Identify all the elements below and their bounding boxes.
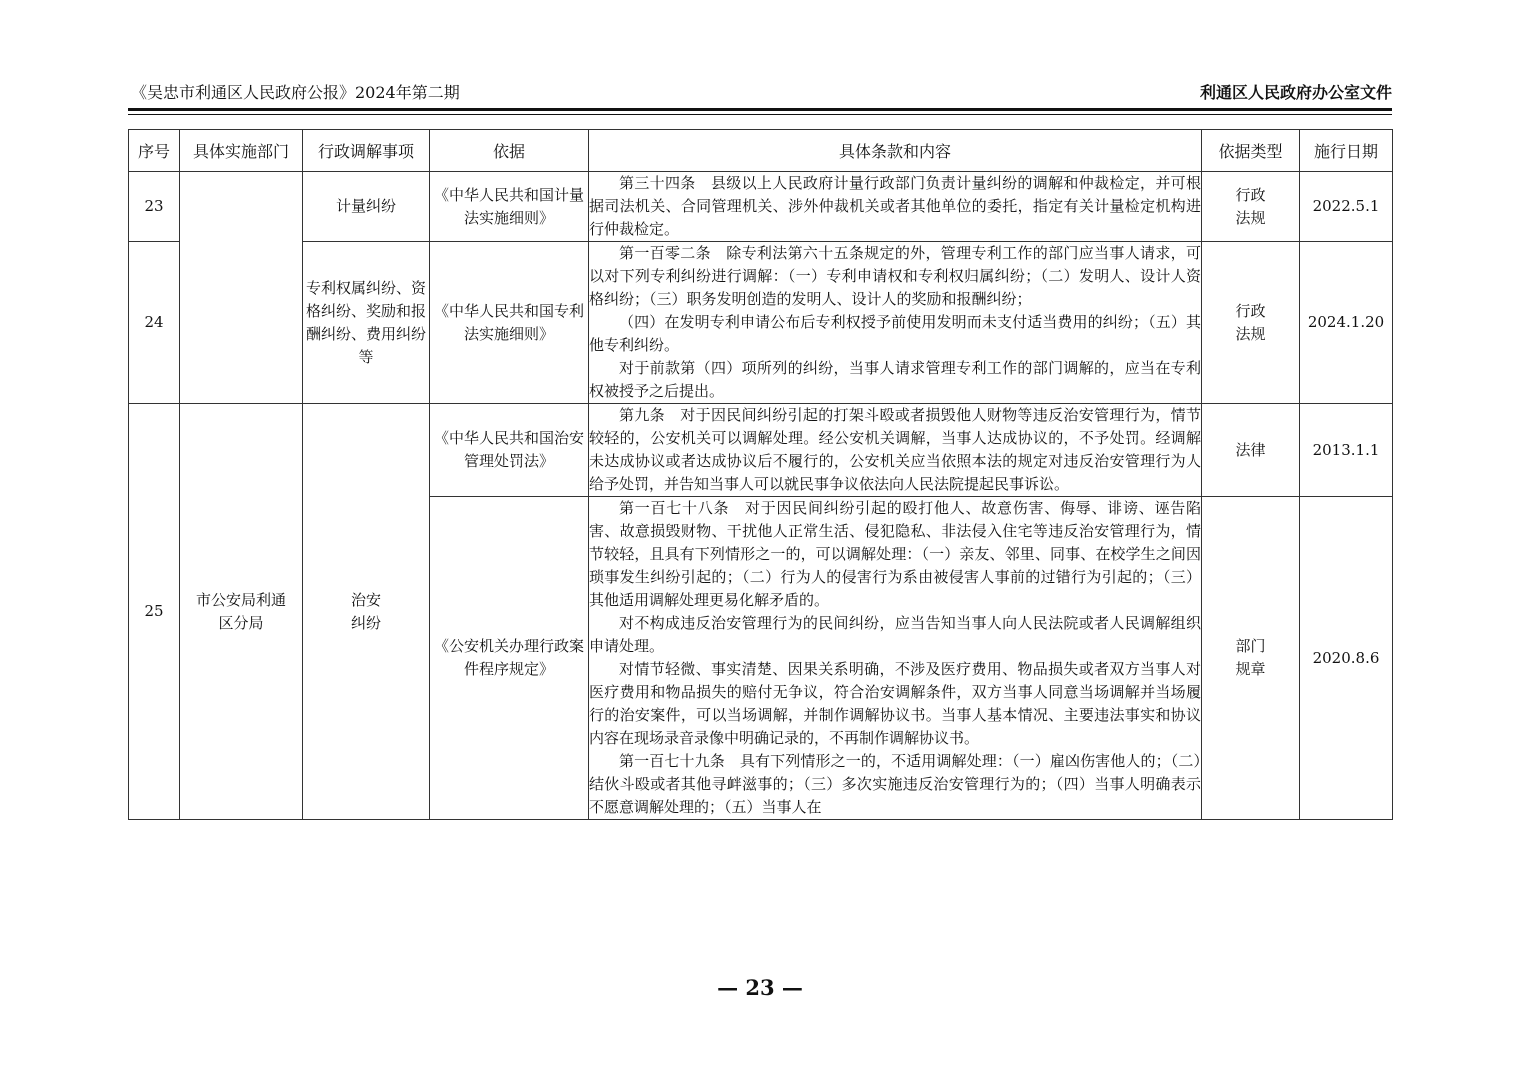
row-basis: 《公安机关办理行政案件程序规定》	[430, 497, 589, 820]
row-type: 行政法规	[1202, 172, 1300, 242]
col-header-dept: 具体实施部门	[180, 130, 303, 172]
row-basis: 《中华人民共和国计量法实施细则》	[430, 172, 589, 242]
row-basis: 《中华人民共和国治安管理处罚法》	[430, 404, 589, 497]
content-paragraph: 第九条 对于因民间纠纷引起的打架斗殴或者损毁他人财物等违反治安管理行为，情节较轻的，公安机关可以调解处理。经公安机关调解，当事人达成协议的，不予处罚。经调解未达成协议或者达成协议后不履行的，公安机关应当依照本法的规定对违反治安管理行为人给予处罚，并告知当事人可以就民事争议依法向人民法院提起民事诉讼。	[589, 406, 1201, 493]
header-office-name: 利通区人民政府办公室文件	[1199, 83, 1392, 102]
header-publication-title: 《吴忠市利通区人民政府公报》2024年第二期	[131, 83, 460, 102]
table-row	[129, 172, 1393, 242]
col-header-date: 施行日期	[1300, 130, 1393, 172]
content-paragraph: （四）在发明专利申请公布后专利权授予前使用发明而未支付适当费用的纠纷；（五）其他专利纠纷。	[589, 313, 1201, 354]
row-content	[589, 497, 1202, 820]
col-header-seq: 序号	[129, 130, 180, 172]
row-seq: 23	[129, 172, 180, 242]
row-dept-empty	[180, 172, 303, 404]
row-dept: 市公安局利通区分局	[180, 404, 303, 820]
row-date: 2020.8.6	[1300, 497, 1393, 820]
content-paragraph: 对情节轻微、事实清楚、因果关系明确，不涉及医疗费用、物品损失或者双方当事人对医疗费用和物品损失的赔付无争议，符合治安调解条件，双方当事人同意当场调解并当场履行的治安案件，可以当场调解，并制作调解协议书。当事人基本情况、主要违法事实和协议内容在现场录音录像中明确记录的，不再制作调解协议书。	[589, 660, 1201, 747]
header-rule-thin	[128, 114, 1392, 115]
row-seq: 25	[129, 404, 180, 820]
row-seq: 24	[129, 242, 180, 404]
row-content	[589, 242, 1202, 404]
row-basis: 《中华人民共和国专利法实施细则》	[430, 242, 589, 404]
row-type: 法律	[1202, 404, 1300, 497]
table-header-row	[129, 130, 1393, 172]
row-type: 部门规章	[1202, 497, 1300, 820]
content-paragraph: 第三十四条 县级以上人民政府计量行政部门负责计量纠纷的调解和仲裁检定，并可根据司法机关、合同管理机关、涉外仲裁机关或者其他单位的委托，指定有关计量检定机构进行仲裁检定。	[589, 174, 1201, 238]
table-row	[129, 404, 1393, 497]
row-matter: 专利权属纠纷、资格纠纷、奖励和报酬纠纷、费用纠纷等	[303, 242, 430, 404]
content-paragraph: 第一百零二条 除专利法第六十五条规定的外，管理专利工作的部门应当事人请求，可以对下列专利纠纷进行调解：（一）专利申请权和专利权归属纠纷；（二）发明人、设计人资格纠纷；（三）职务发明创造的发明人、设计人的奖励和报酬纠纷；	[589, 244, 1201, 308]
content-paragraph: 对于前款第（四）项所列的纠纷，当事人请求管理专利工作的部门调解的，应当在专利权被授予之后提出。	[589, 359, 1201, 400]
col-header-type: 依据类型	[1202, 130, 1300, 172]
content-paragraph: 第一百七十九条 具有下列情形之一的，不适用调解处理：（一）雇凶伤害他人的；（二）结伙斗殴或者其他寻衅滋事的；（三）多次实施违反治安管理行为的；（四）当事人明确表示不愿意调解处理的；（五）当事人在	[589, 752, 1201, 816]
content-paragraph: 对不构成违反治安管理行为的民间纠纷，应当告知当事人向人民法院或者人民调解组织申请处理。	[589, 614, 1201, 655]
row-matter: 治安纠纷	[303, 404, 430, 820]
mediation-table	[128, 129, 1393, 820]
row-content	[589, 172, 1202, 242]
row-date: 2024.1.20	[1300, 242, 1393, 404]
row-type: 行政法规	[1202, 242, 1300, 404]
row-date: 2022.5.1	[1300, 172, 1393, 242]
header-rule-thick	[128, 108, 1392, 111]
col-header-basis: 依据	[430, 130, 589, 172]
row-content	[589, 404, 1202, 497]
col-header-content: 具体条款和内容	[589, 130, 1202, 172]
table-row	[129, 242, 1393, 404]
page-number: — 23 —	[717, 975, 803, 1000]
row-matter: 计量纠纷	[303, 172, 430, 242]
col-header-matter: 行政调解事项	[303, 130, 430, 172]
row-date: 2013.1.1	[1300, 404, 1393, 497]
content-paragraph: 第一百七十八条 对于因民间纠纷引起的殴打他人、故意伤害、侮辱、诽谤、诬告陷害、故意损毁财物、干扰他人正常生活、侵犯隐私、非法侵入住宅等违反治安管理行为，情节较轻，且具有下列情形之一的，可以调解处理：（一）亲友、邻里、同事、在校学生之间因琐事发生纠纷引起的；（二）行为人的侵害行为系由被侵害人事前的过错行为引起的；（三）其他适用调解处理更易化解矛盾的。	[589, 499, 1201, 609]
